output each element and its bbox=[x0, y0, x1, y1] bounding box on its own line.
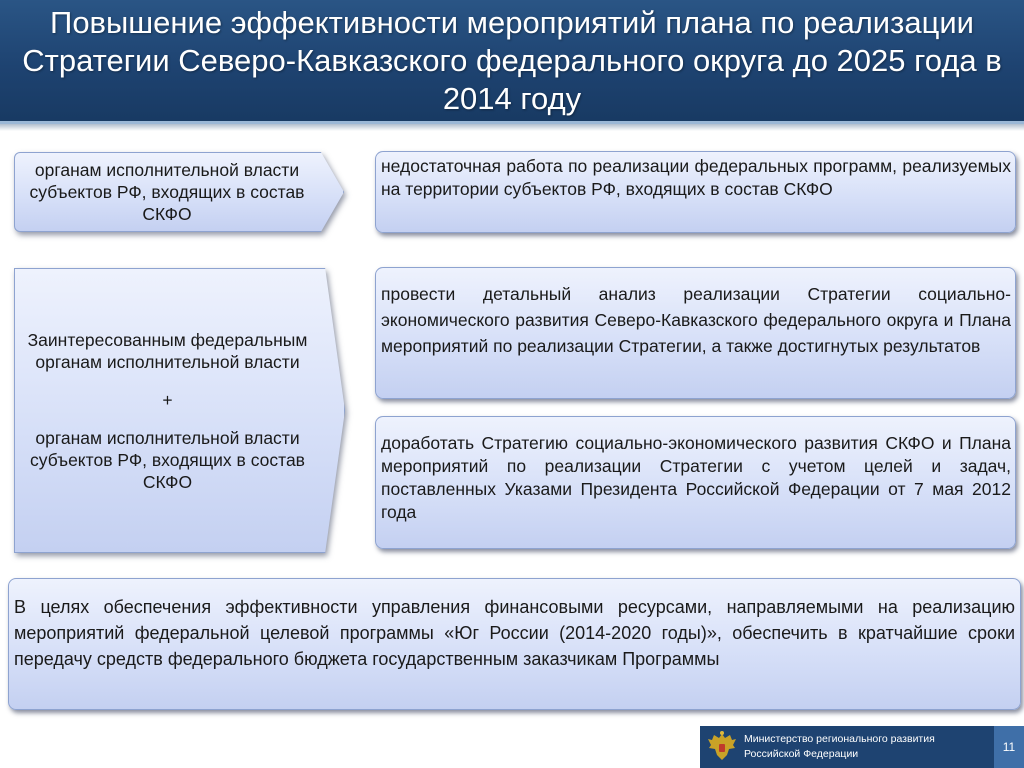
arrow-text bbox=[14, 268, 321, 553]
footer-bar bbox=[700, 726, 1024, 768]
action-box-analysis: провести детальный анализ реализации Стратегии социально-экономического развития Северо-Кавказского федерального округа и Плана мероприятий по реализации Стратегии, а также достигнутых результатов bbox=[375, 267, 1016, 399]
slide-header bbox=[0, 0, 1024, 124]
double-headed-eagle-icon bbox=[704, 729, 740, 765]
problem-box: недостаточная работа по реализации федеральных программ, реализуемых на территории субъектов РФ, входящих в состав СКФО bbox=[375, 151, 1016, 233]
arrow-box-regional-authorities bbox=[14, 152, 344, 232]
action-box-revision: доработать Стратегию социально-экономического развития СКФО и Плана мероприятий по реализации Стратегии с учетом целей и задач, поставленных Указами Президента Российской Федерации от 7 мая 2012 года bbox=[375, 416, 1016, 549]
ministry-line-1: Министерство регионального развития bbox=[744, 733, 935, 745]
arrow-text bbox=[14, 152, 320, 232]
arrow-box-federal-and-regional-authorities bbox=[14, 268, 345, 553]
arrow-label-regional: органам исполнительной власти субъектов РФ, входящих в состав СКФО bbox=[30, 427, 305, 492]
slide-title: Повышение эффективности мероприятий плана по реализации Стратегии Северо-Кавказского федерального округа до 2025 года в 2014 году bbox=[22, 4, 1002, 116]
ministry-line-2: Российской Федерации bbox=[744, 748, 859, 760]
arrow-label-federal: Заинтересованным федеральным органам исполнительной власти bbox=[27, 329, 308, 372]
page-number: 11 bbox=[994, 726, 1024, 768]
arrow-label: органам исполнительной власти субъектов РФ, входящих в состав СКФО bbox=[29, 160, 305, 224]
ministry-name bbox=[744, 732, 984, 762]
bottom-action-box: В целях обеспечения эффективности управления финансовыми ресурсами, направляемыми на реализацию мероприятий федеральной целевой программы «Юг России (2014-2020 годы)», обеспечить в кратчайшие сроки передачу средств федерального бюджета государственным заказчикам Программы bbox=[8, 578, 1021, 710]
plus-sign: + bbox=[162, 389, 173, 410]
